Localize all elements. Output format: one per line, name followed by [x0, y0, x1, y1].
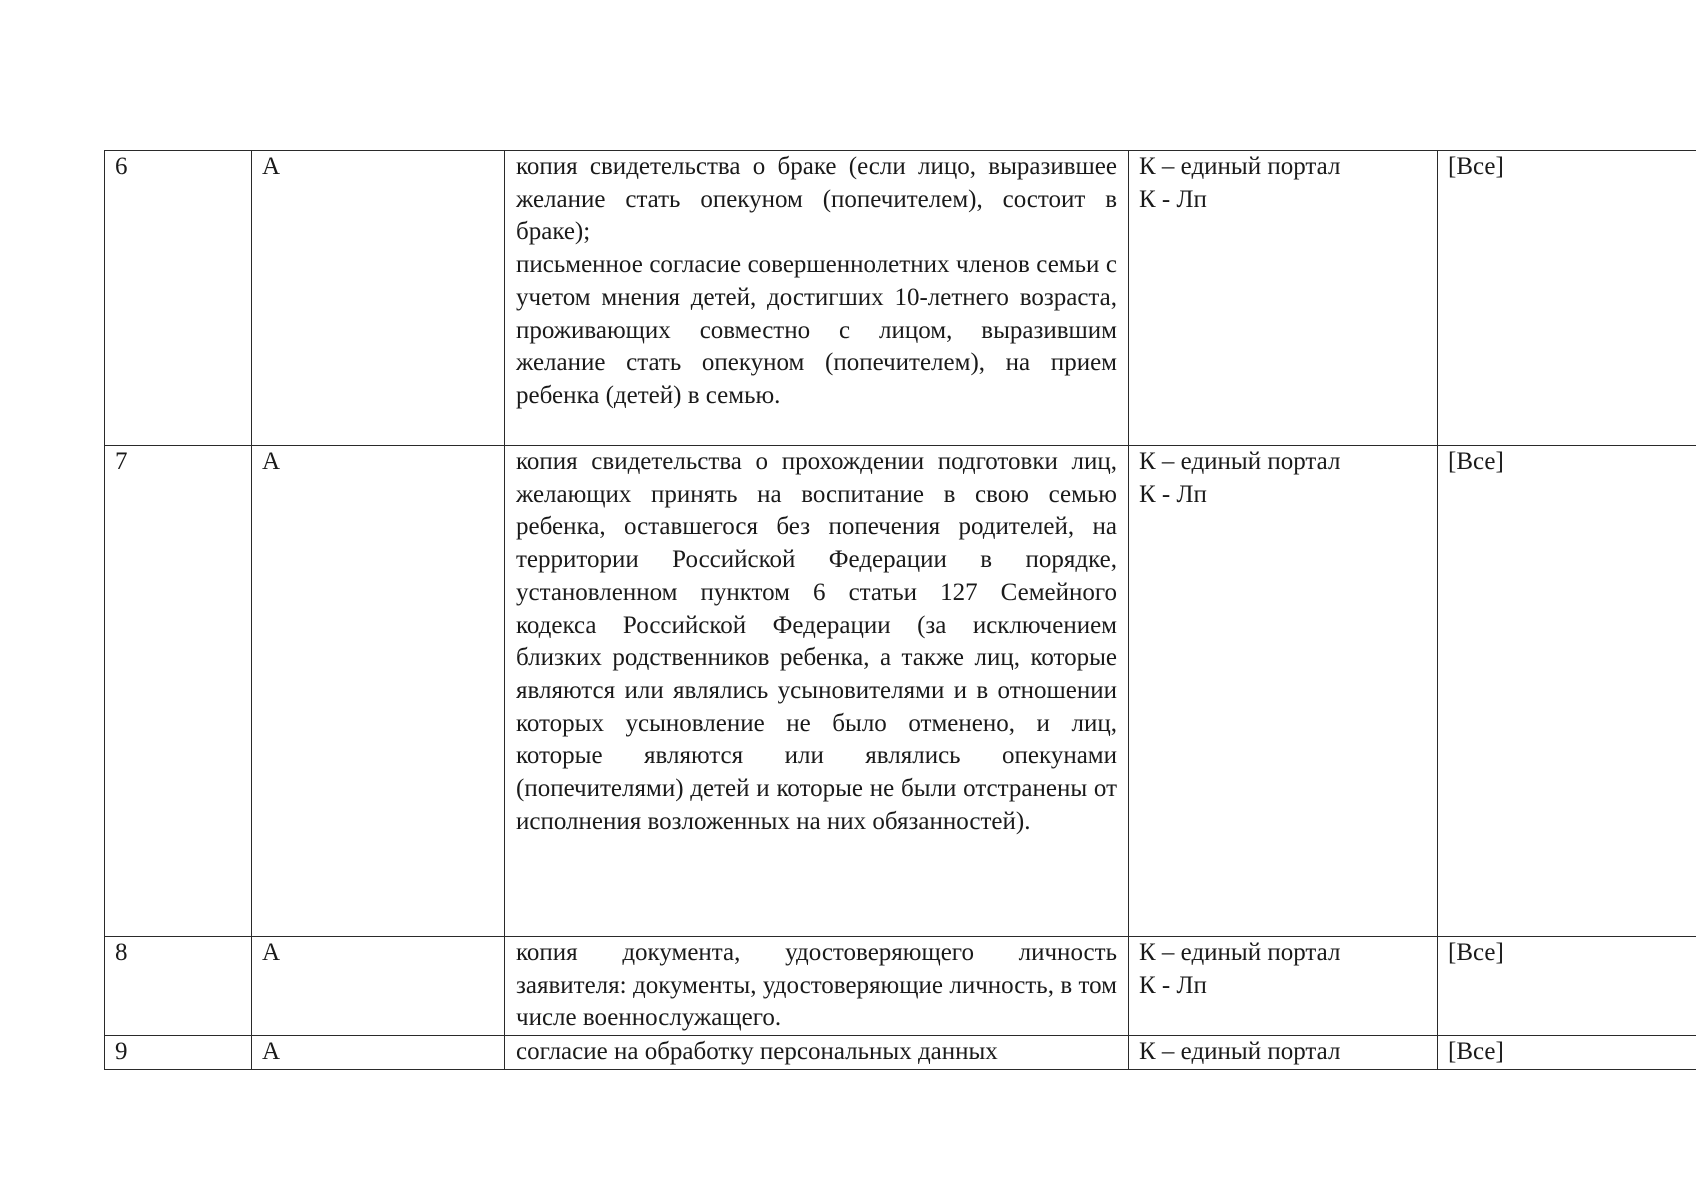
- scope-cell: [Все]: [1438, 1036, 1696, 1070]
- scope-cell: [Все]: [1438, 937, 1696, 1036]
- channels-cell: [1129, 151, 1438, 446]
- channels-cell: [1129, 937, 1438, 1036]
- table-row: [105, 937, 1696, 1036]
- documents-table: [104, 150, 1696, 1070]
- description-paragraph: письменное согласие совершеннолетних членов семьи с учетом мнения детей, достигших 10-летнего возраста, проживающих совместно с лицом, выразившим желание стать опекуном (попечителем), на прием ребенка (детей) в семью.: [516, 251, 1117, 409]
- channel-item: К – единый портал: [1139, 1038, 1341, 1066]
- description-cell: [505, 937, 1129, 1036]
- table-row: [105, 446, 1696, 937]
- channel-item: К – единый портал: [1139, 448, 1341, 475]
- description-cell: [505, 446, 1129, 937]
- description-paragraph: копия документа, удостоверяющего личность заявителя: документы, удостоверяющие личность, в том числе военнослужащего.: [516, 939, 1117, 1032]
- channel-item: К - Лп: [1139, 971, 1207, 999]
- channel-item: К - Лп: [1139, 185, 1207, 213]
- channel-item: К – единый портал: [1139, 939, 1341, 966]
- category-cell: А: [252, 937, 505, 1036]
- row-number-cell: 6: [105, 151, 252, 446]
- description-cell: [505, 151, 1129, 446]
- scope-cell: [Все]: [1438, 446, 1696, 937]
- description-paragraph: копия свидетельства о браке (если лицо, выразившее желание стать опекуном (попечителем), состоит в браке);: [516, 153, 1117, 246]
- channels-cell: [1129, 1036, 1438, 1070]
- table-row: [105, 151, 1696, 446]
- category-cell: А: [252, 446, 505, 937]
- row-number-cell: 7: [105, 446, 252, 937]
- channel-item: К - Лп: [1139, 480, 1207, 508]
- channel-item: К – единый портал: [1139, 153, 1341, 180]
- description-cell: [505, 1036, 1129, 1070]
- row-number-cell: 8: [105, 937, 252, 1036]
- scope-cell: [Все]: [1438, 151, 1696, 446]
- category-cell: А: [252, 151, 505, 446]
- row-number-cell: 9: [105, 1036, 252, 1070]
- description-paragraph: согласие на обработку персональных данных: [516, 1038, 998, 1066]
- table-row: [105, 1036, 1696, 1070]
- description-paragraph: копия свидетельства о прохождении подготовки лиц, желающих принять на воспитание в свою семью ребенка, оставшегося без попечения родителей, на территории Российской Федерации в порядке, установленном пунктом 6 статьи 127 Семейного кодекса Российской Федерации (за исключением близких родственников ребенка, а также лиц, которые являются или являлись усыновителями и в отношении которых усыновление не было отменено, и лиц, которые являются или являлись опекунами (попечителями) детей и которые не были отстранены от исполнения возложенных на них обязанностей).: [516, 448, 1117, 835]
- channels-cell: [1129, 446, 1438, 937]
- category-cell: А: [252, 1036, 505, 1070]
